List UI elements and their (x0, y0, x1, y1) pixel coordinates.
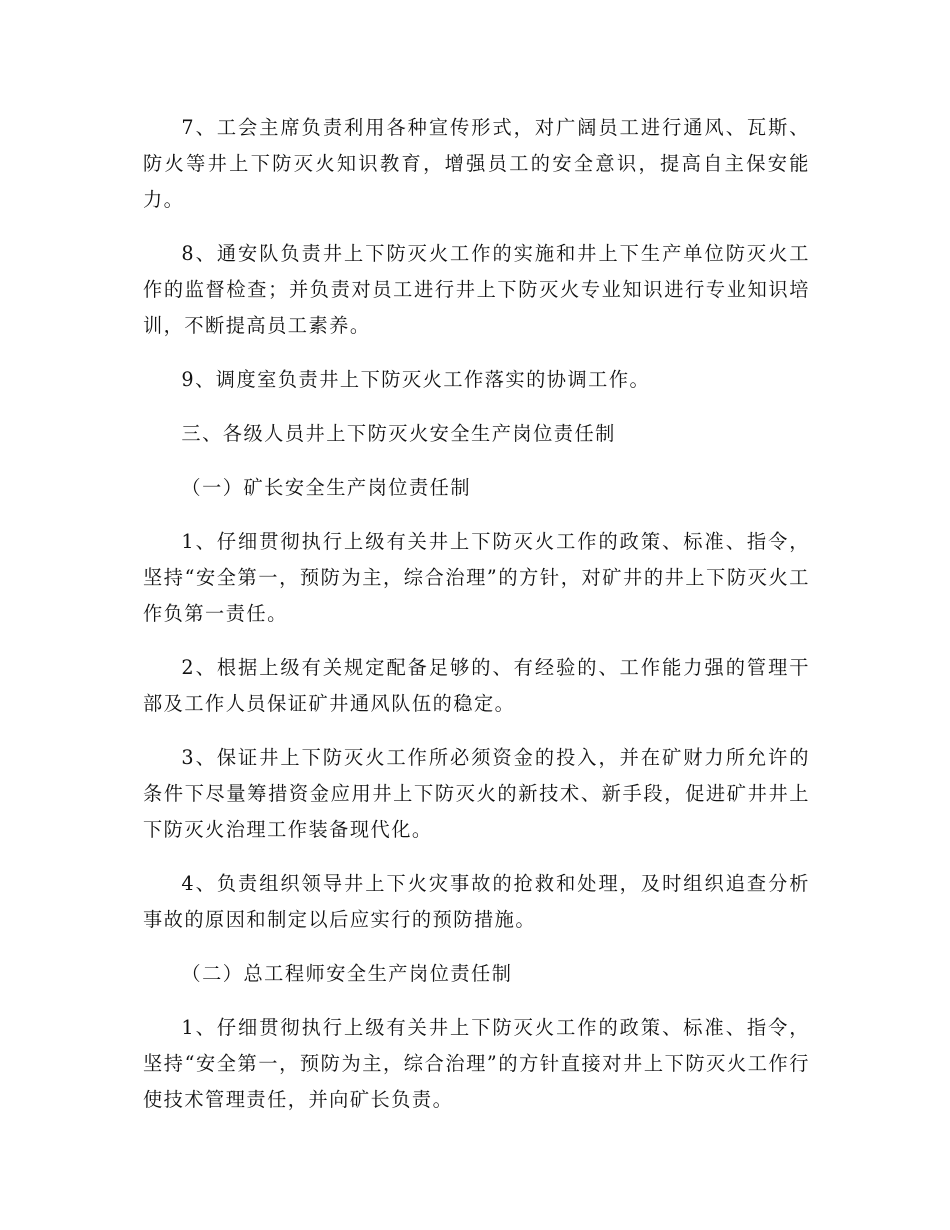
subsection-heading-mine-director: （一）矿长安全生产岗位责任制 (181, 476, 472, 499)
section-heading-3: 三、各级人员井上下防灭火安全生产岗位责任制 (181, 422, 616, 445)
paragraph-director-item-1: 1、仔细贯彻执行上级有关井上下防灭火工作的政策、标准、指令，坚持“安全第一，预防为主，综合治理”的方针，对矿井的井上下防灭火工作负第一责任。 (143, 530, 810, 625)
paragraph-engineer-item-1: 1、仔细贯彻执行上级有关井上下防灭火工作的政策、标准、指令，坚持“安全第一，预防为主，综合治理”的方针直接对井上下防灭火工作行使技术管理责任，并向矿长负责。 (143, 1016, 810, 1111)
paragraph-dispatch-room: 9、调度室负责井上下防灭火工作落实的协调工作。 (181, 368, 651, 391)
paragraph-ventilation-team: 8、通安队负责井上下防灭火工作的实施和井上下生产单位防灭火工作的监督检查；并负责对员工进行井上下防灭火专业知识进行专业知识培训，不断提高员工素养。 (143, 242, 810, 337)
subsection-heading-chief-engineer: （二）总工程师安全生产岗位责任制 (181, 962, 513, 985)
paragraph-director-item-2: 2、根据上级有关规定配备足够的、有经验的、工作能力强的管理干部及工作人员保证矿井通风队伍的稳定。 (143, 656, 810, 715)
paragraph-director-item-4: 4、负责组织领导井上下火灾事故的抢救和处理，及时组织追查分析事故的原因和制定以后应实行的预防措施。 (143, 872, 810, 931)
paragraph-director-item-3: 3、保证井上下防灭火工作所必须资金的投入，并在矿财力所允许的条件下尽量筹措资金应用井上下防灭火的新技术、新手段，促进矿井井上下防灭火治理工作装备现代化。 (143, 746, 810, 841)
paragraph-union-chair: 7、工会主席负责利用各种宣传形式，对广阔员工进行通风、瓦斯、防火等井上下防灭火知识教育，增强员工的安全意识，提高自主保安能力。 (143, 116, 810, 211)
